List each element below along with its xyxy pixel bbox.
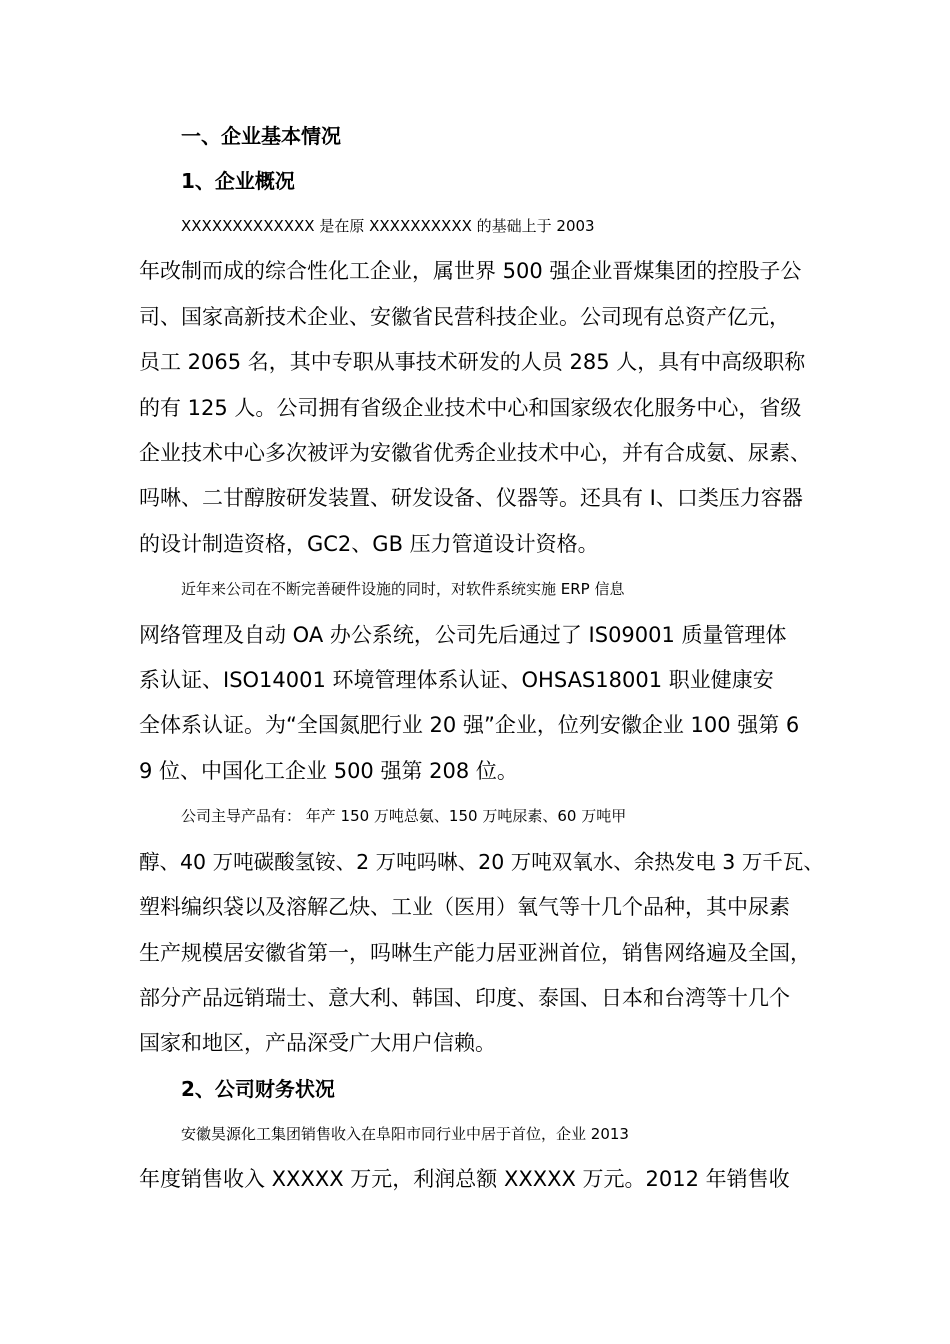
paragraph-line: 吗啉、二甘醇胺研发装置、研发设备、仪器等。还具有 I、口类压力容器: [139, 486, 803, 511]
document-body: [139, 114, 829, 1203]
paragraph-line: 企业技术中心多次被评为安徽省优秀企业技术中心，并有合成氨、尿素、: [139, 441, 811, 466]
paragraph-line: 员工 2065 名，其中专职从事技术研发的人员 285 人，具有中高级职称: [139, 350, 806, 375]
subsection-heading-finance: 2、公司财务状况: [181, 1076, 335, 1101]
paragraph-line: 系认证、ISO14001 环境管理体系认证、OHSAS18001 职业健康安: [139, 668, 774, 693]
paragraph-overview: [139, 204, 829, 567]
paragraph-line: 公司主导产品有： 年产 150 万吨总氨、150 万吨尿素、60 万吨甲: [181, 807, 627, 826]
paragraph-finance: [139, 1112, 829, 1203]
paragraph-line: 全体系认证。为“全国氮肥行业 20 强”企业，位列安徽企业 100 强第 6: [139, 713, 800, 738]
paragraph-products: [139, 794, 829, 1066]
paragraph-line: 部分产品远销瑞士、意大利、韩国、印度、泰国、日本和台湾等十几个: [139, 985, 790, 1010]
paragraph-line: 年改制而成的综合性化工企业，属世界 500 强企业晋煤集团的控股子公: [139, 259, 802, 284]
paragraph-line: 的设计制造资格，GC2、GB 压力管道设计资格。: [139, 531, 599, 556]
paragraph-line: 生产规模居安徽省第一，吗啉生产能力居亚洲首位，销售网络遍及全国，: [139, 940, 811, 965]
paragraph-line: 国家和地区，产品深受广大用户信赖。: [139, 1031, 496, 1056]
paragraph-line: 司、国家高新技术企业、安徽省民营科技企业。公司现有总资产亿元，: [139, 304, 790, 329]
subsection-heading-overview: 1、企业概况: [181, 169, 295, 193]
paragraph-line: 的有 125 人。公司拥有省级企业技术中心和国家级农化服务中心，省级: [139, 395, 802, 420]
paragraph-line: 安徽昊源化工集团销售收入在阜阳市同行业中居于首位，企业 2013: [181, 1124, 629, 1143]
paragraph-line: 年度销售收入 XXXXX 万元，利润总额 XXXXX 万元。2012 年销售收: [139, 1167, 790, 1192]
section-heading: 一、企业基本情况: [181, 124, 341, 148]
paragraph-line: 塑料编织袋以及溶解乙炔、工业（医用）氧气等十几个品种，其中尿素: [139, 895, 790, 920]
paragraph-line: 9 位、中国化工企业 500 强第 208 位。: [139, 758, 518, 783]
paragraph-line: 网络管理及自动 OA 办公系统，公司先后通过了 IS09001 质量管理体: [139, 622, 787, 647]
paragraph-line: 近年来公司在不断完善硬件设施的同时，对软件系统实施 ERP 信息: [181, 580, 625, 599]
paragraph-certifications: [139, 567, 829, 794]
paragraph-line: 醇、40 万吨碳酸氢铵、2 万吨吗啉、20 万吨双氧水、余热发电 3 万千瓦、: [139, 849, 824, 874]
paragraph-line: XXXXXXXXXXXXX 是在原 XXXXXXXXXX 的基础上于 2003: [181, 217, 595, 235]
